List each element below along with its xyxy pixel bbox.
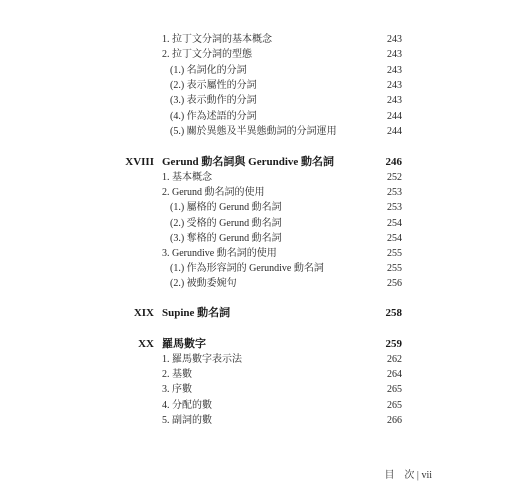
toc-entry-page-number: 244 [387, 110, 402, 122]
toc-entry[interactable] [0, 231, 520, 246]
toc-entry-page-number: 244 [387, 125, 402, 137]
toc-entry[interactable] [0, 352, 520, 367]
toc-entry-label: 1. 羅馬數字表示法 [162, 354, 242, 365]
toc-entry[interactable] [0, 276, 520, 291]
toc-entry-page-number: 255 [387, 248, 402, 259]
toc-entry-page-number: 252 [387, 172, 402, 183]
toc-entry-label: (1.) 名詞化的分詞 [170, 64, 247, 76]
toc-entry-label: (3.) 奪格的 Gerund 動名詞 [170, 232, 282, 244]
toc-entry-page-number: 255 [387, 263, 402, 275]
toc-entry[interactable] [0, 109, 520, 124]
chapter-page-number: 246 [385, 156, 402, 168]
toc-entry-label: (2.) 被動委婉句 [170, 278, 237, 290]
toc-entry-page-number: 265 [387, 399, 402, 411]
chapter-number: XX [138, 338, 154, 350]
chapter-number: XIX [133, 307, 154, 319]
toc-entry-label: 2. 拉丁文分詞的型態 [162, 49, 252, 61]
chapter-page-number: 259 [385, 338, 402, 350]
toc-entry[interactable] [0, 200, 520, 215]
toc-entry-label: 1. 拉丁文分詞的基本概念 [162, 34, 272, 45]
toc-entry-label: 2. Gerund 動名詞的使用 [162, 187, 265, 199]
toc-entry-label: (5.) 關於異態及半異態動詞的分詞運用 [170, 125, 337, 137]
toc-entry[interactable] [0, 413, 520, 428]
toc-entry-page-number: 243 [387, 79, 402, 91]
toc-entry-page-number: 264 [387, 369, 402, 381]
toc-entry-page-number: 253 [387, 202, 402, 214]
toc-entry[interactable] [0, 47, 520, 62]
toc-entry-label: (2.) 表示屬性的分詞 [170, 79, 257, 91]
toc-entry-page-number: 254 [387, 232, 402, 244]
toc-entry[interactable] [0, 398, 520, 413]
toc-entry[interactable] [0, 261, 520, 276]
toc-entry-page-number: 243 [387, 49, 402, 61]
toc-entry-label: 4. 分配的數 [162, 399, 212, 411]
footer-page-label: 目 次 | vii [384, 470, 432, 481]
toc-entry[interactable] [0, 124, 520, 139]
toc-entry-label: 5. 副詞的數 [162, 414, 212, 426]
toc-entry[interactable] [0, 382, 520, 397]
toc-entry-label: 3. Gerundive 動名詞的使用 [162, 248, 277, 259]
toc-entry-label: (4.) 作為述語的分詞 [170, 110, 257, 122]
toc-entry-label: (2.) 受格的 Gerund 動名詞 [170, 217, 282, 229]
toc-entry[interactable] [0, 93, 520, 108]
toc-entry-page-number: 243 [387, 64, 402, 76]
toc-entry[interactable] [0, 32, 520, 47]
toc-entry-page-number: 265 [387, 384, 402, 396]
toc-entry[interactable] [0, 63, 520, 78]
toc-entry[interactable] [0, 246, 520, 261]
toc-entry[interactable] [0, 216, 520, 231]
chapter-title: Supine 動名詞 [162, 307, 231, 319]
toc-entry[interactable] [0, 185, 520, 200]
toc-entry-page-number: 243 [387, 95, 402, 107]
toc-entry[interactable] [0, 170, 520, 185]
toc-entry-page-number: 254 [387, 217, 402, 229]
chapter-number: XVIII [125, 156, 154, 168]
toc-entry[interactable] [0, 367, 520, 382]
toc-entry-label: (1.) 屬格的 Gerund 動名詞 [170, 202, 282, 214]
chapter-title: 羅馬數字 [162, 338, 206, 350]
toc-entry-page-number: 256 [387, 278, 402, 290]
toc-entry-label: 2. 基數 [162, 369, 192, 381]
chapter-heading-xx[interactable] [0, 336, 520, 353]
toc-entry-label: 1. 基本概念 [162, 172, 212, 183]
toc-entry-page-number: 253 [387, 187, 402, 199]
toc-entry[interactable] [0, 78, 520, 93]
toc-entry-page-number: 266 [387, 414, 402, 426]
toc-entry-page-number: 262 [387, 354, 402, 365]
toc-entry-label: (1.) 作為形容詞的 Gerundive 動名詞 [170, 263, 324, 275]
chapter-title: Gerund 動名詞與 Gerundive 動名詞 [162, 156, 335, 168]
toc-entry-label: (3.) 表示動作的分詞 [170, 95, 257, 107]
chapter-heading-xix[interactable] [0, 305, 520, 322]
toc-entry-page-number: 243 [387, 34, 402, 45]
toc-entry-label: 3. 序數 [162, 384, 192, 396]
chapter-page-number: 258 [385, 307, 402, 319]
chapter-heading-xviii[interactable] [0, 154, 520, 171]
